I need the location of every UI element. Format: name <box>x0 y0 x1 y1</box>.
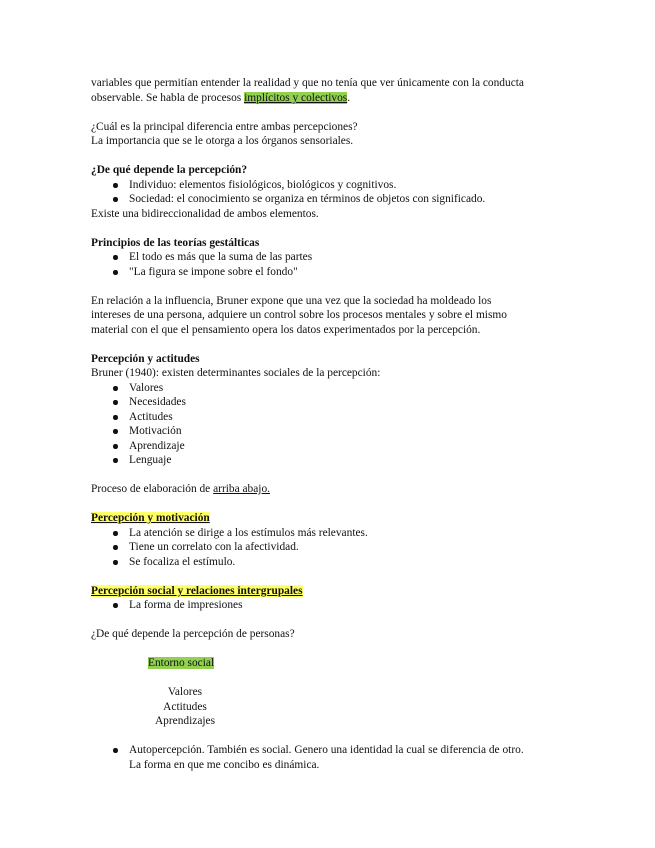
list-item: "La figura se impone sobre el fondo" <box>129 266 298 278</box>
list-item-continuation: La forma en que me concibo es dinámica. <box>129 759 320 771</box>
answer-line: La importancia que se le otorga a los órganos sensoriales. <box>91 135 354 147</box>
section-heading: ¿De qué depende la percepción? <box>91 164 248 176</box>
paragraph-line: Proceso de elaboración de arriba abajo. <box>91 483 271 495</box>
list-item: El todo es más que la suma de las partes <box>129 251 313 263</box>
list-item: Sociedad: el conocimiento se organiza en términos de objetos con significado. <box>129 193 486 205</box>
list-item: Individuo: elementos fisiológicos, biológicos y cognitivos. <box>129 179 397 191</box>
paragraph-line: material con el que el pensamiento opera los datos experimentados por la percepción. <box>91 324 481 336</box>
paragraph-line: intereses de una persona, adquiere un control sobre los procesos mentales y sobre el mismo <box>91 309 507 321</box>
list-item: Tiene un correlato con la afectividad. <box>129 541 299 553</box>
question-line: ¿Cuál es la principal diferencia entre ambas percepciones? <box>91 121 358 133</box>
section-heading: Percepción y motivación <box>91 512 210 524</box>
section-heading: Percepción y actitudes <box>91 353 200 365</box>
list-item: Necesidades <box>129 396 186 408</box>
centered-item: Actitudes <box>163 701 207 713</box>
list-item: Autopercepción. También es social. Genero una identidad la cual se diferencia de otro. <box>129 744 524 756</box>
paragraph-line: Bruner (1940): existen determinantes sociales de la percepción: <box>91 367 381 379</box>
paragraph-line: variables que permitían entender la realidad y que no tenía que ver únicamente con la conducta <box>91 77 524 89</box>
list-item: Se focaliza el estímulo. <box>129 556 236 568</box>
list-item: Lenguaje <box>129 454 172 466</box>
paragraph-line: Existe una bidireccionalidad de ambos elementos. <box>91 208 319 220</box>
centered-item: Valores <box>167 686 203 698</box>
section-heading: Principios de las teorías gestálticas <box>91 237 260 249</box>
list-item: Valores <box>129 382 164 394</box>
section-heading: Percepción social y relaciones intergrupales <box>91 585 303 597</box>
paragraph-line: observable. Se habla de procesos implícitos y colectivos. <box>91 92 351 104</box>
list-item: Aprendizaje <box>129 440 185 452</box>
question-line: ¿De qué depende la percepción de personas? <box>91 628 295 640</box>
list-item: Motivación <box>129 425 182 437</box>
highlighted-term: implícitos y colectivos <box>244 92 348 104</box>
entorno-label: Entorno social <box>148 657 215 669</box>
list-item: La forma de impresiones <box>129 599 243 611</box>
underlined-term: arriba abajo. <box>213 483 271 495</box>
list-item: Actitudes <box>129 411 173 423</box>
paragraph-line: En relación a la influencia, Bruner expone que una vez que la sociedad ha moldeado los <box>91 295 492 307</box>
list-item: La atención se dirige a los estímulos más relevantes. <box>129 527 368 539</box>
centered-item: Aprendizajes <box>154 715 216 727</box>
